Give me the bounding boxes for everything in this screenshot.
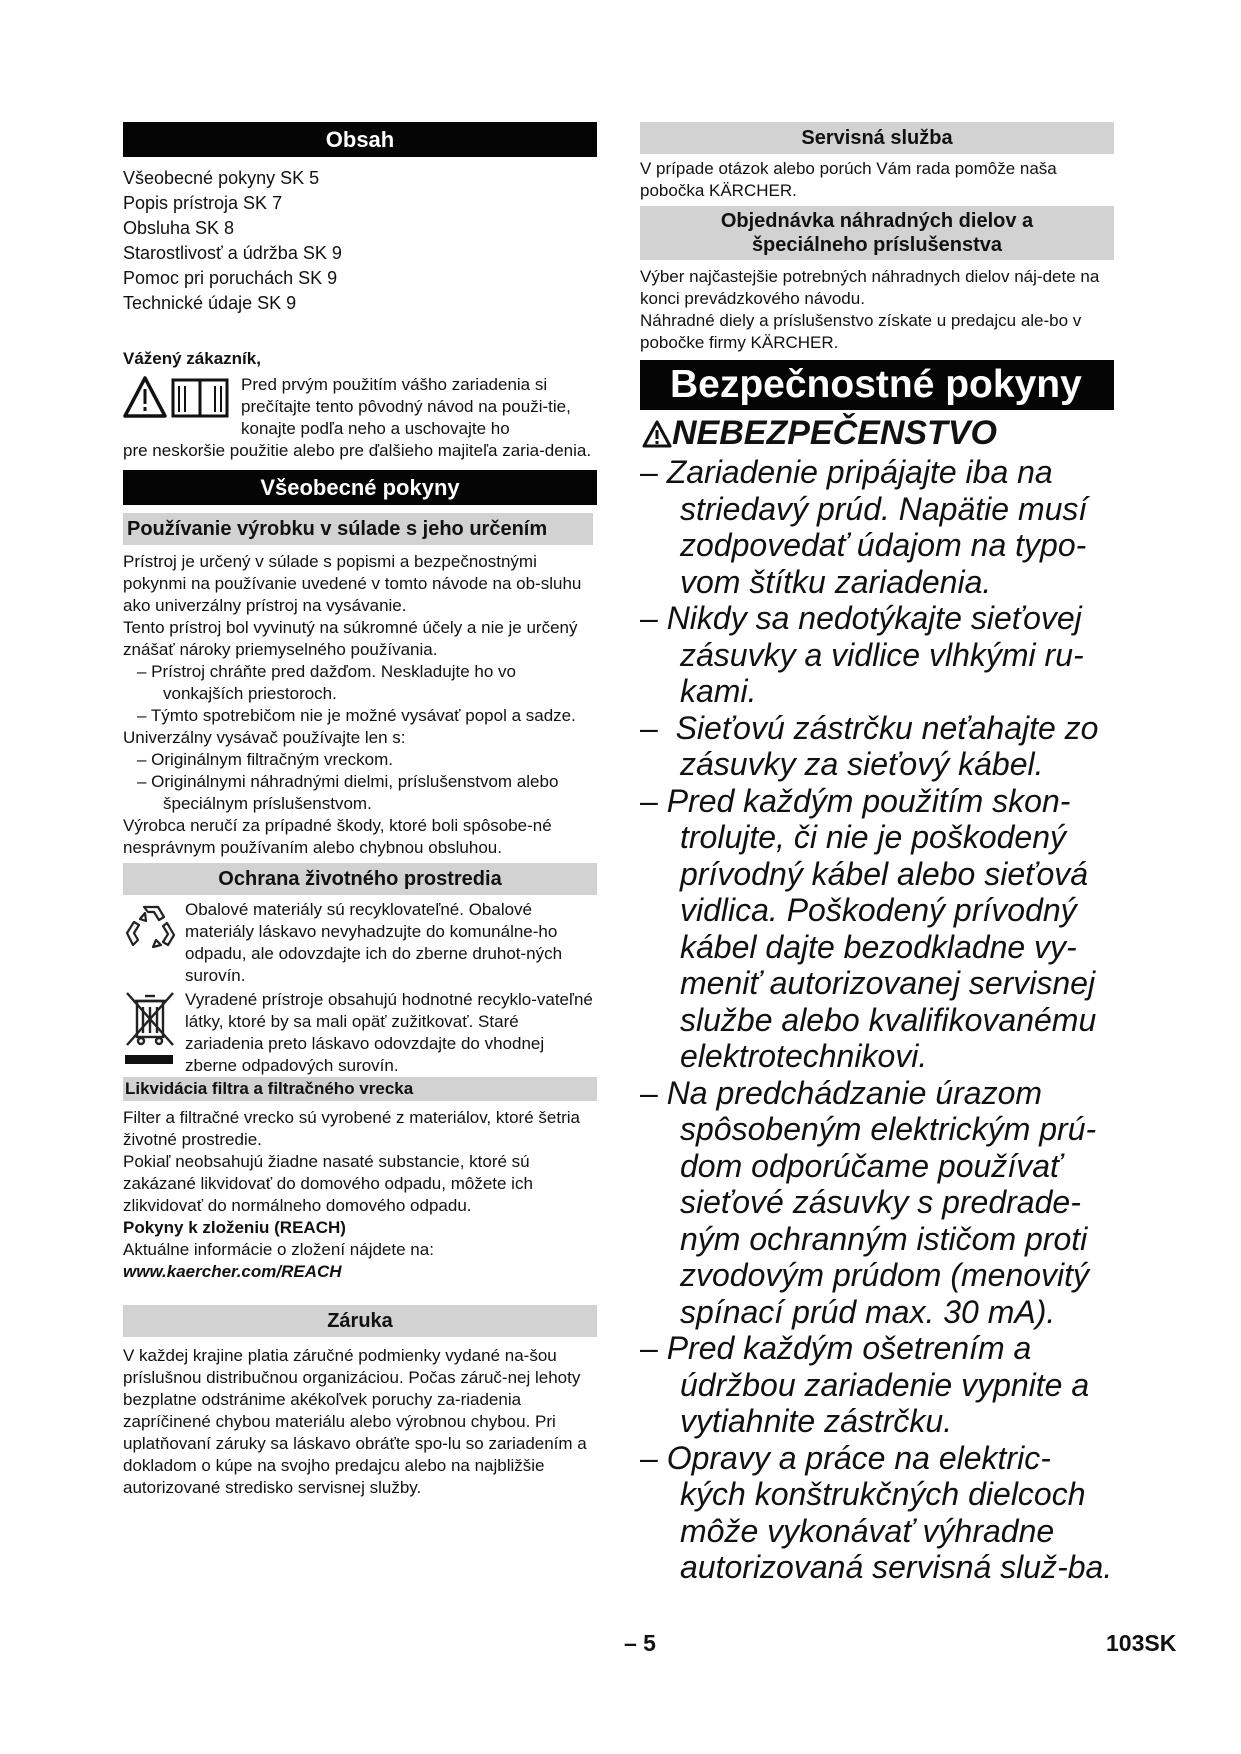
intro-block <box>123 374 597 462</box>
list-item: – Originálnymi náhradnými dielmi, príslušenstvom alebo špeciálnym príslušenstvom. <box>137 772 559 813</box>
weee-block <box>123 989 597 1077</box>
safety-item: – Sieťovú zástrčku neťahajte zo zásuvky za sieťový kábel. <box>640 709 1108 782</box>
paragraph: Aktuálne informácie o zložení nájdete na: <box>123 1240 434 1259</box>
toc-item: Popis prístroja SK 7 <box>123 193 283 213</box>
subsection-heading-service: Servisná služba <box>640 122 1114 154</box>
left-column <box>123 122 597 1499</box>
page-number: – 5 <box>624 1630 656 1656</box>
reach-heading: Pokyny k zloženiu (REACH) <box>123 1218 346 1237</box>
toc-item: Pomoc pri poruchách SK 9 <box>123 268 338 288</box>
section-heading-safety: Bezpečnostné pokyny <box>640 360 1114 410</box>
spare-parts-text <box>640 266 1114 354</box>
intended-use-text <box>123 551 597 859</box>
right-column <box>640 122 1114 1586</box>
recycling-text: Obalové materiály sú recyklovateľné. Obalové materiály láskavo nevyhadzujte do komunálne-ho odpadu, ale odovzdajte ich do zberne druhot-ných surovín. <box>185 900 563 985</box>
safety-item: – Na predchádzanie úrazom spôsobeným elektrickým prú-dom odporúčame používať sieťové zásuvky s predrade-ným ochranným ističom proti zvodovým prúdom (menovitý spínací prúd max. 30 mA). <box>640 1074 1098 1330</box>
subsection-heading-environment: Ochrana životného prostredia <box>123 863 597 895</box>
filter-text <box>123 1107 597 1283</box>
paragraph: Tento prístroj bol vyvinutý na súkromné účely a nie je určený znášať nároky priemyselného používania. <box>123 618 578 659</box>
warning-triangle-icon <box>642 420 672 448</box>
paragraph: Univerzálny vysávač používajte len s: <box>123 728 406 747</box>
service-text: V prípade otázok alebo porúch Vám rada pomôže naša pobočka KÄRCHER. <box>640 159 1057 200</box>
greeting: Vážený zákazník, <box>123 349 261 368</box>
paragraph: Pokiaľ neobsahujú žiadne nasaté substancie, ktoré sú zakázané likvidovať do domového odpadu, môžete ich zlikvidovať do normálneho domového odpadu. <box>123 1152 533 1215</box>
weee-text: Vyradené prístroje obsahujú hodnotné recyklo-vateľné látky, ktoré by sa mali opäť zužitkovať. Staré zariadenia preto láskavo odovzdajte do vhodnej zberne odpadových surovín. <box>185 990 593 1075</box>
table-of-contents <box>123 166 597 316</box>
section-heading-general: Všeobecné pokyny <box>123 470 597 505</box>
danger-heading <box>642 414 1114 452</box>
subsection-heading-filter-disposal: Likvidácia filtra a filtračného vrecka <box>123 1077 597 1101</box>
toc-item: Všeobecné pokyny SK 5 <box>123 168 320 188</box>
toc-heading: Obsah <box>123 122 597 157</box>
paragraph: Výrobca neručí za prípadné škody, ktoré boli spôsobe-né nesprávnym používaním alebo chybnou obsluhou. <box>123 816 552 857</box>
environment-text <box>123 899 597 1077</box>
list-item: – Originálnym filtračným vreckom. <box>137 750 394 769</box>
intro-text: Pred prvým použitím vášho zariadenia si prečítajte tento pôvodný návod na použi-tie, konajte podľa neho a uschovajte ho <box>241 375 571 438</box>
safety-item: – Pred každým použitím skon-trolujte, či nie je poškodený prívodný kábel alebo sieťová vidlica. Poškodený prívodný kábel dajte bezodkladne vy-meniť autorizovanej servisnej službe alebo kvalifikovanému elektrotechnikovi. <box>640 782 1106 1074</box>
intro-text-continued: pre neskoršie použitie alebo pre ďalšieho majiteľa zaria-denia. <box>123 441 592 460</box>
spare-parts-heading-line-1: Objednávka náhradných dielov a <box>720 210 1034 232</box>
toc-item: Obsluha SK 8 <box>123 218 235 238</box>
subsection-heading-warranty: Záruka <box>123 1305 597 1337</box>
recycling-block <box>123 899 597 987</box>
page-code: 103SK <box>1106 1630 1177 1656</box>
safety-item: – Pred každým ošetrením a údržbou zariadenie vypnite a vytiahnite zástrčku. <box>640 1330 1099 1439</box>
list-item: – Týmto spotrebičom nie je možné vysávať popol a sadze. <box>137 706 576 725</box>
paragraph: Filter a filtračné vrecko sú vyrobené z materiálov, ktoré šetria životné prostredie. <box>123 1108 580 1149</box>
warning-read-manual-icon <box>123 374 233 425</box>
safety-list <box>640 454 1114 1586</box>
toc-item: Technické údaje SK 9 <box>123 293 297 313</box>
subsection-heading-intended-use: Používanie výrobku v súlade s jeho určením <box>123 513 593 545</box>
warranty-text: V každej krajine platia záručné podmienky vydané na-šou príslušnou distribučnou organizáciou. Počas záruč-nej lehoty bezplatne odstránime akékoľvek poruchy za-riadenia zapríčinené chybou materiálu alebo výrobnou chybou. Pri uplatňovaní záruky sa láskavo obráťte spo-lu so zariadením a dokladom o kúpe na svojho predajcu alebo na najbližšie autorizované stredisko servisnej služby. <box>123 1346 587 1497</box>
paragraph: Prístroj je určený v súlade s popismi a bezpečnostnými pokynmi na používanie uvedené v tomto návode na ob-sluhu ako univerzálny prístroj na vysávanie. <box>123 552 582 615</box>
danger-label: NEBEZPEČENSTVO <box>672 414 997 452</box>
toc-item: Starostlivosť a údržba SK 9 <box>123 243 342 263</box>
safety-item: – Opravy a práce na elektric-kých konštrukčných dielcoch môže vykonávať výhradne autorizovaná servisná služ-ba. <box>640 1439 1113 1585</box>
safety-item: – Nikdy sa nedotýkajte sieťovej zásuvky a vidlice vlhkými ru-kami. <box>640 600 1091 709</box>
recycling-icon <box>123 899 179 960</box>
paragraph: Náhradné diely a príslušenstvo získate u predajcu ale-bo v pobočke firmy KÄRCHER. <box>640 311 1082 352</box>
reach-link[interactable]: www.kaercher.com/REACH <box>123 1262 342 1281</box>
subsection-heading-spare-parts <box>640 206 1114 260</box>
safety-item: – Zariadenie pripájajte iba na striedavý prúd. Napätie musí zodpovedať údajom na typo-vom štítku zariadenia. <box>640 454 1097 600</box>
spare-parts-heading-line-2: špeciálneho príslušenstva <box>751 234 1003 256</box>
list-item: – Prístroj chráňte pred dažďom. Neskladujte ho vo vonkajších priestoroch. <box>137 662 516 703</box>
crossed-bin-icon <box>123 989 179 1074</box>
paragraph: Výber najčastejšie potrebných náhradnych dielov náj-dete na konci prevádzkového návodu. <box>640 267 1100 308</box>
